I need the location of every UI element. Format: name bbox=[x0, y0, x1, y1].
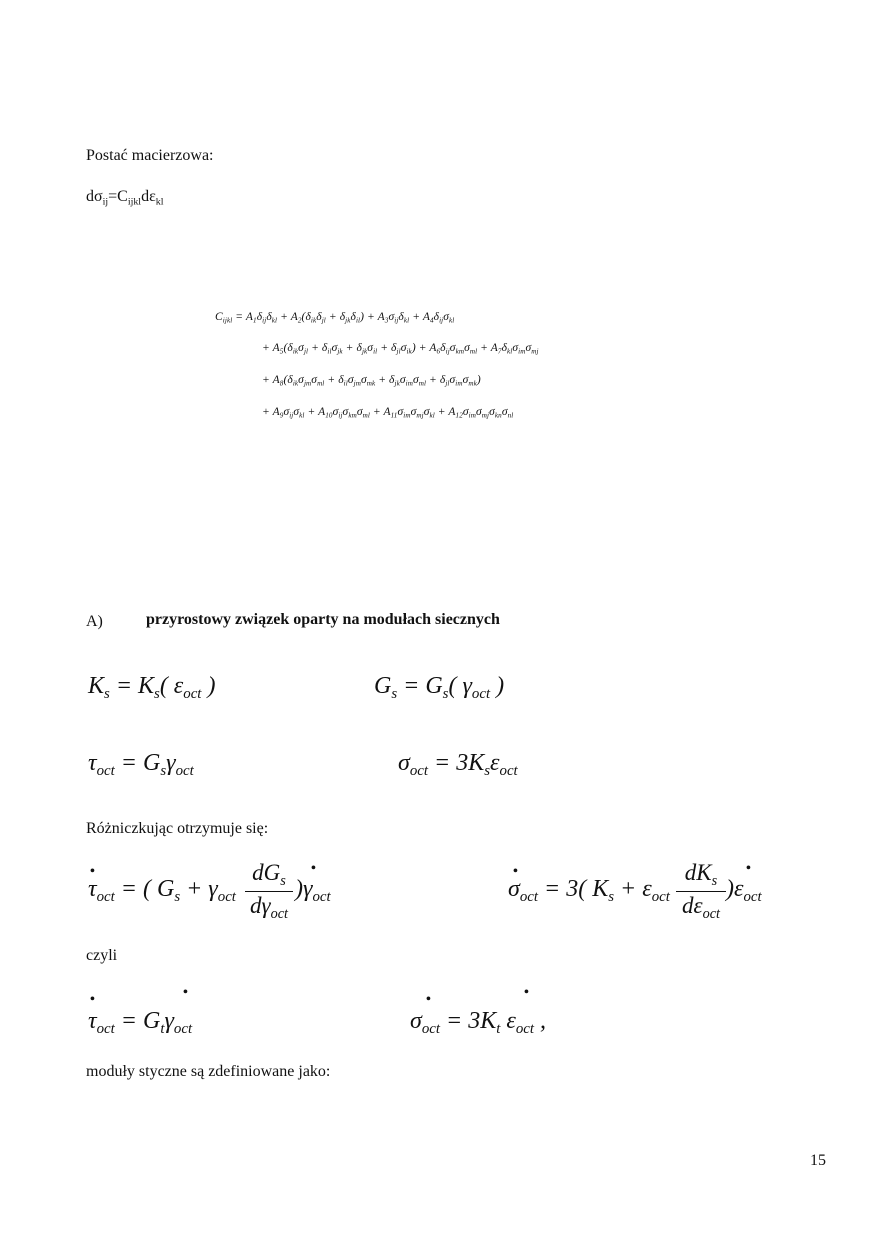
czyli-text: czyli bbox=[86, 947, 118, 964]
dot-accent-icon: • bbox=[746, 861, 751, 876]
dot-accent-icon: • bbox=[90, 864, 95, 879]
dot-accent-icon: • bbox=[311, 861, 316, 876]
section-title: przyrostowy związek oparty na modułach siecznych bbox=[146, 611, 500, 628]
section-letter: A) bbox=[86, 613, 103, 630]
differentiating-text: Różniczkując otrzymuje się: bbox=[86, 820, 269, 837]
page-number: 15 bbox=[810, 1152, 826, 1169]
tau-rate-left: $\tau_{oct}$ = ( $G_s + \gamma_{oct}$ bbox=[88, 876, 236, 906]
dot-accent-icon: • bbox=[90, 992, 95, 1007]
sigma-rate-left: $\sigma_{oct} = 3$( $K_s + \varepsilon_{oct}$ bbox=[508, 876, 670, 906]
tau-rate-right: )$\gamma_{oct}$ bbox=[295, 876, 331, 906]
dgs-fraction: $dG_s$ $d\gamma_{oct}$ bbox=[245, 860, 293, 923]
tangent-moduli-text: moduły styczne są zdefiniowane jako: bbox=[86, 1063, 331, 1080]
sigma-tangent-equation: $\sigma_{oct} = 3K_t$ $\varepsilon_{oct}$ , bbox=[410, 1008, 547, 1038]
cijkl-line-1: $C_{ijkl} = A_1\delta_{ij}\delta_{kl} + A_2(\delta_{ik}\delta_{jl} + \delta_{jk}\delta_{il}) + A_3\sigma_{ij}\delta_{kl} + A_4\delta_{ij}\sigma_{kl}$ bbox=[215, 311, 455, 325]
dot-accent-icon: • bbox=[524, 985, 529, 1000]
sigma-rate-right: )$\varepsilon_{oct}$ bbox=[726, 876, 762, 906]
dot-accent-icon: • bbox=[183, 985, 188, 1000]
cijkl-line-2: + $A_5(\delta_{ik}\sigma_{jl} + \delta_{il}\sigma_{jk} + \delta_{jk}\sigma_{il} + \delta_{jl}\sigma_{ik}) + A_6\delta_{ij}\sigma_{km}\sigma_{ml} + A_7\delta_{kl}\sigma_{im}\sigma_{mj}$ bbox=[262, 342, 539, 356]
cijkl-line-4: + $A_9\sigma_{ij}\sigma_{kl} + A_{10}\sigma_{ij}\sigma_{km}\sigma_{ml} + A_{11}\sigma_{im}\sigma_{mj}\sigma_{kl} + A_{12}\sigma_{im}\sigma_{mj}\sigma_{kn}\sigma_{nl}$ bbox=[262, 406, 514, 420]
cijkl-line-3: + $A_8(\delta_{ik}\sigma_{jm}\sigma_{ml} + \delta_{il}\sigma_{jm}\sigma_{mk} + \delta_{jk}\sigma_{im}\sigma_{ml} + \delta_{jl}\sigma_{im}\sigma_{mk})$ bbox=[262, 374, 481, 388]
dks-fraction: $dK_s$ $d\varepsilon_{oct}$ bbox=[676, 860, 726, 923]
matrix-form-label: Postać macierzowa: bbox=[86, 147, 214, 164]
sigma-oct-equation: $\sigma_{oct} = 3K_s\varepsilon_{oct}$ bbox=[398, 750, 518, 780]
gs-definition: $G_s = G_s$( $\gamma_{oct}$ ) bbox=[374, 673, 505, 703]
dot-accent-icon: • bbox=[513, 864, 518, 879]
incremental-relation: $d\sigma_{ij}=C_{ijkl}d\varepsilon_{kl}$ bbox=[86, 188, 164, 208]
tau-oct-equation: $\tau_{oct} = G_s\gamma_{oct}$ bbox=[88, 750, 194, 780]
dot-accent-icon: • bbox=[426, 992, 431, 1007]
tau-tangent-equation: $\tau_{oct} = G_t\gamma_{oct}$ bbox=[88, 1008, 193, 1038]
ks-definition: $K_s = K_s$( $\varepsilon_{oct}$ ) bbox=[88, 673, 216, 703]
